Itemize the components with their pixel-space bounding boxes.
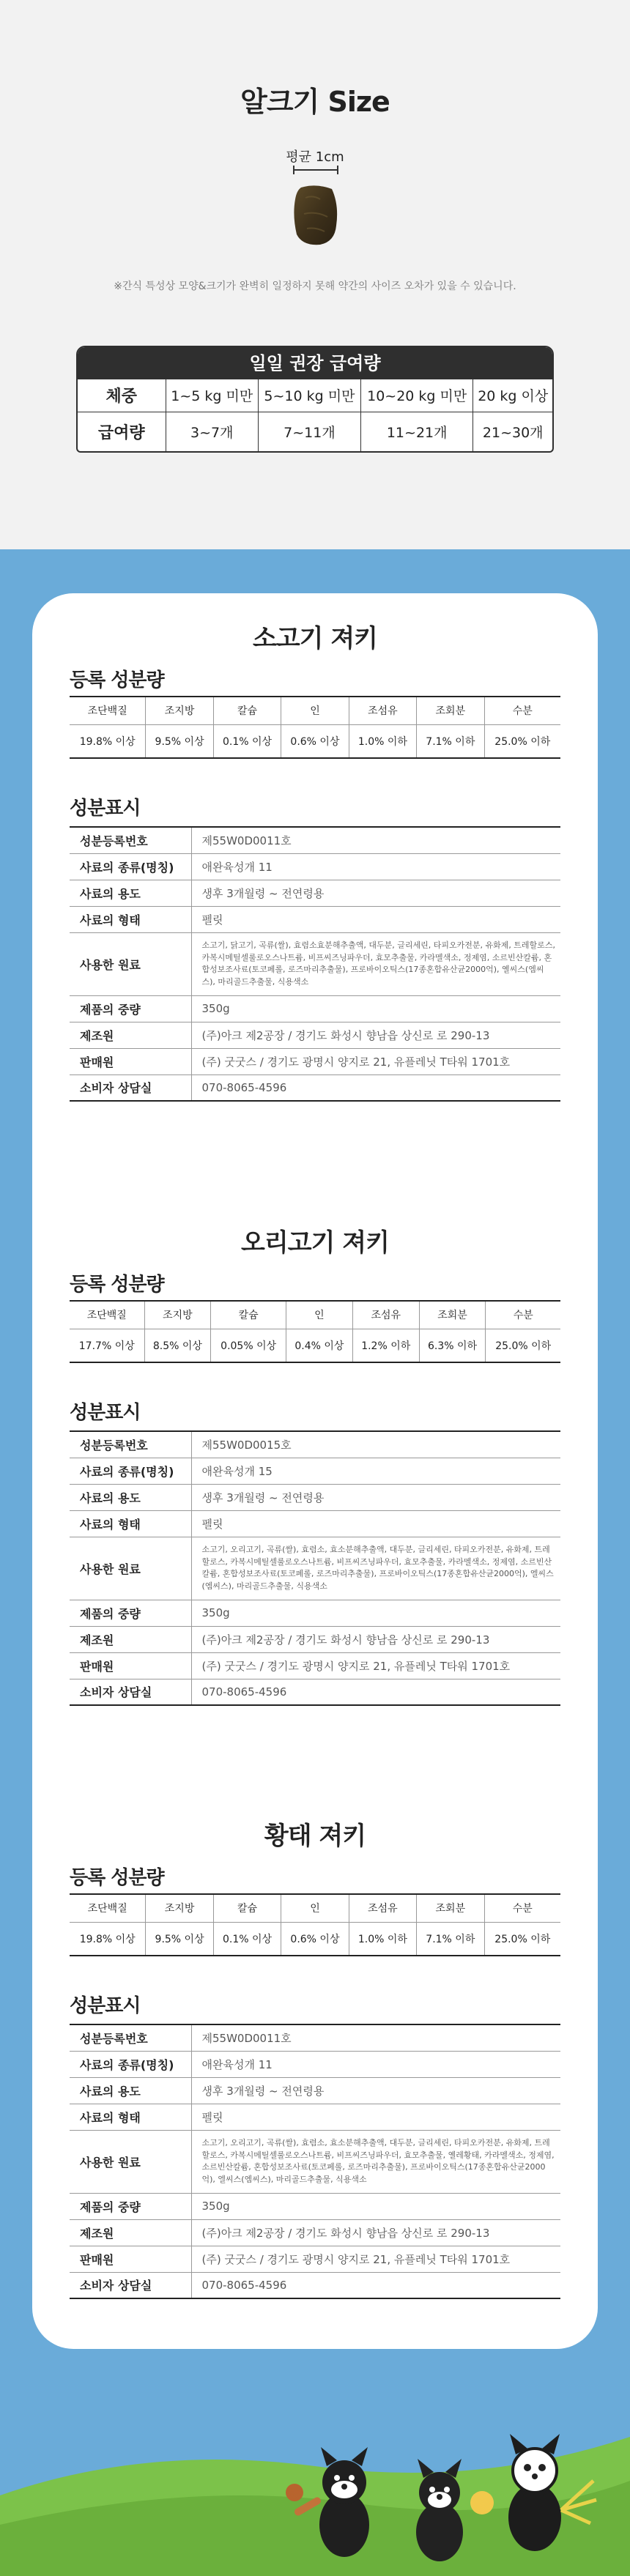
nutrition-title: 등록 성분량	[70, 1274, 164, 1296]
nutrition-header: 조회분	[417, 1894, 484, 1922]
ingredient-row	[70, 1510, 560, 1537]
ingredient-label: 사료의 형태	[70, 2104, 191, 2130]
ingredient-label: 제품의 중량	[70, 995, 191, 1022]
ingredient-value: (주) 굿굿스 / 경기도 광명시 양지로 21, 유플레닛 T타워 1701호	[191, 1048, 560, 1074]
nutrition-title: 등록 성분량	[70, 669, 164, 691]
amount-cell: 21~30개	[473, 412, 552, 451]
ingredient-row	[70, 827, 560, 853]
ingredient-label: 사료의 용도	[70, 2077, 191, 2104]
ingredient-row	[70, 1458, 560, 1484]
ingredient-value: 펠릿	[191, 1510, 560, 1537]
ingredient-value: 펠릿	[191, 2104, 560, 2130]
ingredient-label: 판매원	[70, 1048, 191, 1074]
ingredient-label: 제품의 중량	[70, 2193, 191, 2219]
ingredient-label: 사료의 형태	[70, 906, 191, 932]
ingredient-label: 제조원	[70, 1626, 191, 1652]
ingredient-table	[70, 826, 560, 1102]
ingredient-label: 소비자 상담실	[70, 1679, 191, 1705]
nutrition-value: 17.7% 이상	[70, 1329, 144, 1362]
amount-cell: 3~7개	[166, 412, 258, 451]
nutrition-header: 수분	[486, 1301, 560, 1329]
weight-cell: 10~20 kg 미만	[360, 379, 473, 412]
feeding-amount-row	[78, 412, 552, 451]
ingredient-value: 제55W0D0015호	[191, 1431, 560, 1458]
ingredient-row	[70, 995, 560, 1022]
nutrition-value: 9.5% 이상	[146, 724, 213, 758]
ingredient-value: (주)아크 제2공장 / 경기도 화성시 향남읍 상신로 로 290-13	[191, 1626, 560, 1652]
nutrition-value: 1.0% 이하	[349, 1922, 416, 1956]
weight-header: 체중	[105, 387, 137, 407]
ingredient-label: 제조원	[70, 2219, 191, 2246]
ingredient-row	[70, 2051, 560, 2077]
ingredient-row	[70, 2219, 560, 2246]
average-size-label: 평균 1cm	[286, 149, 344, 165]
size-title: 알크기 Size	[240, 86, 390, 118]
nutrition-table	[70, 696, 560, 759]
nutrition-header: 조섬유	[349, 697, 416, 724]
mascot-illustration	[0, 2356, 630, 2576]
ingredient-label: 제조원	[70, 1022, 191, 1048]
ingredient-value: 생후 3개월령 ~ 전연령용	[191, 880, 560, 906]
nutrition-table	[70, 1893, 560, 1956]
ruler-icon	[293, 166, 338, 174]
nutrition-title: 등록 성분량	[70, 1867, 164, 1889]
feeding-table	[78, 379, 552, 451]
ingredient-label: 사료의 형태	[70, 1510, 191, 1537]
ingredient-value: (주)아크 제2공장 / 경기도 화성시 향남읍 상신로 로 290-13	[191, 1022, 560, 1048]
nutrition-value: 0.05% 이상	[211, 1329, 286, 1362]
ingredient-row	[70, 2104, 560, 2130]
ingredient-label: 사용한 원료	[70, 1537, 191, 1600]
product-title: 오리고기 져키	[241, 1228, 389, 1258]
ingredient-value: 소고기, 오리고기, 곡류(쌀), 효렴소, 효소분해추출액, 대두분, 글리세린, 타피오카전분, 유화제, 트레할로스, 카복시메틸셀룰로오스나트륨, 비프씨즈닝파우더, 효모추출물, 카라멜색소, 정제염, 소르빈산칼륨, 혼합성보조사료(토코페롤, 로즈마리추출물), 프로바이오틱스(17종혼합유산균2000억), 엘씨스(엠씨스), 마리골드추출물, 식용색소	[191, 1537, 560, 1600]
product-title: 소고기 져키	[252, 624, 378, 653]
ingredient-row	[70, 1431, 560, 1458]
ingredient-row	[70, 1537, 560, 1600]
ingredient-row	[70, 853, 560, 880]
nutrition-value: 0.1% 이상	[213, 1922, 281, 1956]
feeding-guide-title: 일일 권장 급여량	[78, 347, 552, 379]
feeding-weight-row	[78, 379, 552, 412]
ingredient-value: 350g	[191, 1600, 560, 1626]
ingredient-label: 사용한 원료	[70, 932, 191, 995]
nutrition-header: 칼슘	[211, 1301, 286, 1329]
ingredient-row	[70, 880, 560, 906]
ingredient-table	[70, 2024, 560, 2299]
ingredient-value: 소고기, 오리고기, 곡류(쌀), 효렴소, 효소분해추출액, 대두분, 글리세린, 타피오카전분, 유화제, 트레할로스, 카복시메틸셀룰로오스나트륨, 비프씨즈닝파우더, 효모추출물, 옐레황태, 카라멜색소, 정제염, 소르빈산칼륨, 혼합성보조사료(토코페롤, 로즈마리추출물), 프로바이오틱스(17종혼합유산균2000억), 엘씨스(엠씨스), 마리골드추출물, 식용색소	[191, 2130, 560, 2193]
ingredient-row	[70, 932, 560, 995]
ingredient-label: 사료의 종류(명칭)	[70, 853, 191, 880]
ingredient-value: (주) 굿굿스 / 경기도 광명시 양지로 21, 유플레닛 T타워 1701호	[191, 1652, 560, 1679]
nutrition-header: 인	[281, 697, 349, 724]
ingredient-value: 350g	[191, 995, 560, 1022]
ingredient-value: 070-8065-4596	[201, 2278, 287, 2292]
ingredient-value: 070-8065-4596	[201, 1080, 287, 1094]
ingredient-row	[70, 1626, 560, 1652]
ingredient-row	[70, 2077, 560, 2104]
nutrition-value: 8.5% 이상	[144, 1329, 211, 1362]
amount-cell: 7~11개	[258, 412, 360, 451]
ingredient-value: 소고기, 닭고기, 곡류(쌀), 효렴소효분해추출액, 대두분, 글리세린, 타피오카전분, 유화제, 트레할로스, 카복시메틸셀룰로오스나트륨, 비프씨즈닝파우더, 효모추출물, 카라멜색소, 정제염, 소르빈산칼륨, 혼합성보조사료(토코페롤, 로즈마리추출물), 프로바이오틱스(17종혼합유산균2000억), 옐씨스(엠씨스), 마리골드추출물, 식용색소	[191, 932, 560, 995]
weight-cell: 5~10 kg 미만	[258, 379, 360, 412]
ingredient-row	[70, 906, 560, 932]
nutrition-value: 0.6% 이상	[281, 724, 349, 758]
nutrition-value: 7.1% 이하	[417, 724, 484, 758]
ingredient-row	[70, 2193, 560, 2219]
ingredient-label: 사료의 종류(명칭)	[70, 1458, 191, 1484]
ingredient-label: 사료의 용도	[70, 1484, 191, 1510]
nutrition-header: 칼슘	[213, 697, 281, 724]
ingredient-value: 펠릿	[191, 906, 560, 932]
jerky-image	[291, 183, 341, 246]
ingredient-row	[70, 1048, 560, 1074]
ingredient-label: 소비자 상담실	[70, 2272, 191, 2298]
ingredient-row	[70, 2272, 560, 2298]
nutrition-value: 1.2% 이하	[352, 1329, 419, 1362]
ingredient-row	[70, 1652, 560, 1679]
nutrition-value: 7.1% 이하	[417, 1922, 484, 1956]
ingredient-value: (주) 굿굿스 / 경기도 광명시 양지로 21, 유플레닛 T타워 1701호	[191, 2246, 560, 2272]
nutrition-table	[70, 1300, 560, 1363]
ingredient-label: 사료의 용도	[70, 880, 191, 906]
ingredient-label: 판매원	[70, 1652, 191, 1679]
nutrition-value: 19.8% 이상	[70, 1922, 146, 1956]
ingredient-value: 제55W0D0011호	[191, 2024, 560, 2051]
weight-cell: 20 kg 이상	[473, 379, 552, 412]
amount-cell: 11~21개	[360, 412, 473, 451]
ingredient-value: 생후 3개월령 ~ 전연령용	[191, 1484, 560, 1510]
ingredient-value: (주)아크 제2공장 / 경기도 화성시 향남읍 상신로 로 290-13	[191, 2219, 560, 2246]
ingredient-label: 성분등록번호	[70, 2024, 191, 2051]
ingredient-value: 제55W0D0011호	[191, 827, 560, 853]
nutrition-header: 조단백질	[70, 697, 146, 724]
nutrition-header: 수분	[484, 697, 560, 724]
ingredient-value: 070-8065-4596	[201, 1685, 287, 1699]
nutrition-header: 조회분	[417, 697, 484, 724]
nutrition-header: 조회분	[419, 1301, 486, 1329]
product-info-card	[32, 593, 598, 2349]
ingredient-title: 성분표시	[70, 798, 141, 820]
nutrition-value: 25.0% 이하	[484, 724, 560, 758]
ingredient-row	[70, 1074, 560, 1101]
ingredient-value: 애완육성개 11	[191, 853, 560, 880]
nutrition-header: 조섬유	[352, 1301, 419, 1329]
amount-header: 급여량	[78, 412, 166, 451]
ingredient-value: 생후 3개월령 ~ 전연령용	[191, 2077, 560, 2104]
ingredient-label: 사용한 원료	[70, 2130, 191, 2193]
nutrition-header: 조단백질	[70, 1301, 144, 1329]
nutrition-value: 0.4% 이상	[286, 1329, 353, 1362]
nutrition-value: 19.8% 이상	[70, 724, 146, 758]
nutrition-header: 조섬유	[349, 1894, 416, 1922]
ingredient-table	[70, 1430, 560, 1706]
ingredient-label: 판매원	[70, 2246, 191, 2272]
nutrition-value: 0.6% 이상	[281, 1922, 349, 1956]
ingredient-label: 사료의 종류(명칭)	[70, 2051, 191, 2077]
nutrition-value: 25.0% 이하	[486, 1329, 560, 1362]
nutrition-header: 인	[281, 1894, 349, 1922]
ingredient-value: 애완육성개 15	[191, 1458, 560, 1484]
ingredient-row	[70, 1022, 560, 1048]
nutrition-header: 조지방	[144, 1301, 211, 1329]
nutrition-header: 조지방	[146, 1894, 213, 1922]
ingredient-row	[70, 1484, 560, 1510]
ingredient-row	[70, 1679, 560, 1705]
ingredient-row	[70, 2246, 560, 2272]
ingredient-label: 성분등록번호	[70, 827, 191, 853]
nutrition-header: 칼슘	[213, 1894, 281, 1922]
ingredient-row	[70, 2024, 560, 2051]
nutrition-value: 25.0% 이하	[484, 1922, 560, 1956]
weight-cell: 1~5 kg 미만	[166, 379, 258, 412]
nutrition-value: 6.3% 이하	[419, 1329, 486, 1362]
nutrition-header: 조단백질	[70, 1894, 146, 1922]
ingredient-value: 350g	[191, 2193, 560, 2219]
ingredient-title: 성분표시	[70, 1995, 141, 2017]
ingredient-label: 소비자 상담실	[70, 1074, 191, 1101]
feeding-guide	[76, 346, 554, 453]
nutrition-value: 1.0% 이하	[349, 724, 416, 758]
nutrition-value: 0.1% 이상	[213, 724, 281, 758]
product-info-section	[0, 549, 630, 2576]
ingredient-row	[70, 2130, 560, 2193]
ingredient-row	[70, 1600, 560, 1626]
ingredient-title: 성분표시	[70, 1402, 141, 1424]
ingredient-label: 성분등록번호	[70, 1431, 191, 1458]
nutrition-header: 조지방	[146, 697, 213, 724]
nutrition-header: 인	[286, 1301, 353, 1329]
product-title: 황태 져키	[264, 1822, 366, 1851]
nutrition-header: 수분	[484, 1894, 560, 1922]
nutrition-value: 9.5% 이상	[146, 1922, 213, 1956]
ingredient-label: 제품의 중량	[70, 1600, 191, 1626]
size-section	[0, 0, 630, 549]
ingredient-value: 애완육성개 11	[191, 2051, 560, 2077]
size-notice: ※간식 특성상 모양&크기가 완벽히 일정하지 못해 약간의 사이즈 오차가 있을 수 있습니다.	[114, 281, 516, 292]
